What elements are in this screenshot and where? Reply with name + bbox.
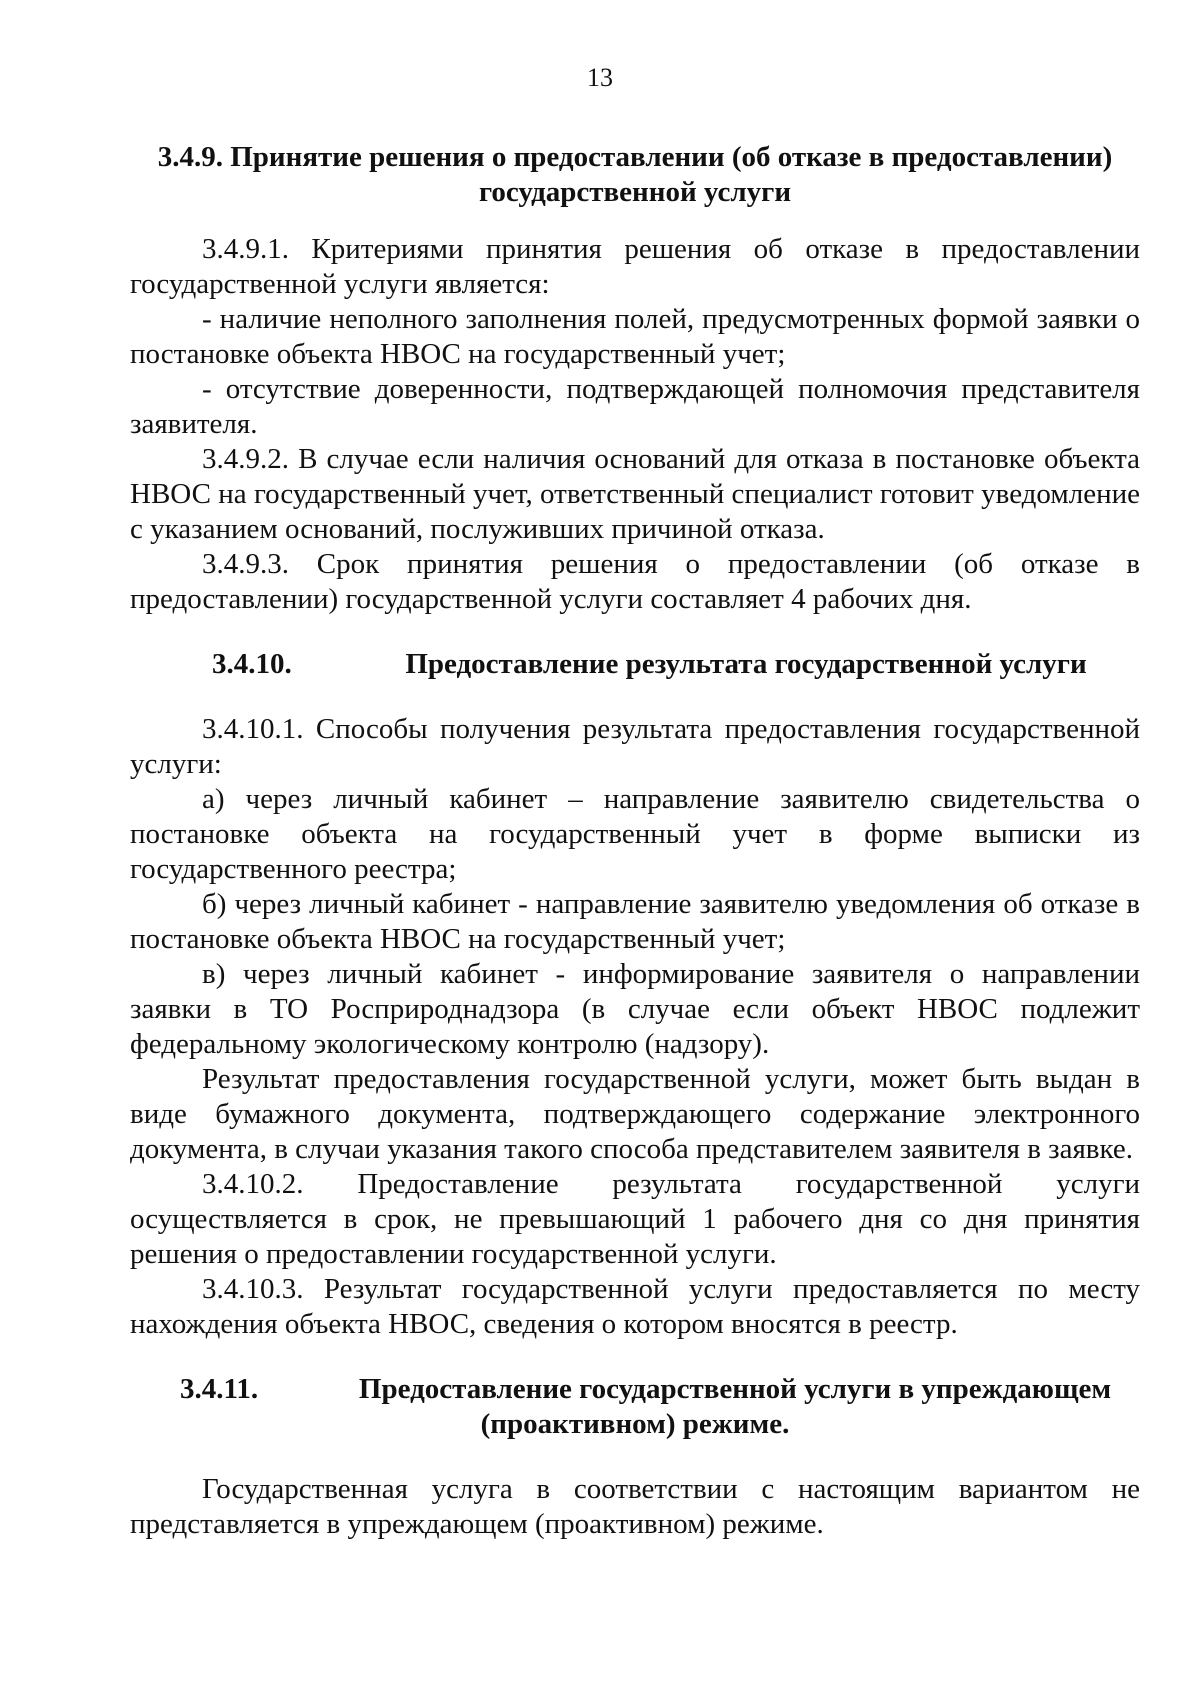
paragraph-3-4-11: Государственная услуга в соответствии с настоящим вариантом не представляется в упреждающем (проактивном) режиме. bbox=[130, 1473, 1140, 1540]
paragraph-3-4-9-3: 3.4.9.3. Срок принятия решения о предоставлении (об отказе в предоставлении) государственной услуги составляет 4 рабочих дня. bbox=[130, 548, 1140, 615]
spacer bbox=[130, 210, 1140, 232]
paragraph-3-4-10-1: 3.4.10.1. Способы получения результата предоставления государственной услуги: bbox=[130, 713, 1140, 780]
section-3-4-9-title-line2: государственной услуги bbox=[478, 176, 792, 208]
page-number: 13 bbox=[587, 63, 613, 92]
spacer bbox=[130, 1342, 1140, 1372]
section-3-4-10-heading bbox=[130, 647, 1140, 682]
document-body bbox=[130, 140, 1140, 1542]
section-3-4-11-number: 3.4.11. bbox=[180, 1373, 259, 1405]
section-3-4-11-title-line2: (проактивном) режиме. bbox=[480, 1408, 790, 1440]
list-item-no-power-of-attorney: - отсутствие доверенности, подтверждающей полномочия представителя заявителя. bbox=[130, 373, 1140, 440]
spacer bbox=[130, 617, 1140, 647]
paragraph-3-4-10-3: 3.4.10.3. Результат государственной услуги предоставляется по месту нахождения объекта НВОС, сведения о котором вносятся в реестр. bbox=[130, 1273, 1140, 1340]
section-3-4-10-title: Предоставление результата государственной услуги bbox=[405, 648, 1087, 680]
paragraph-result: Результат предоставления государственной услуги, может быть выдан в виде бумажного документа, подтверждающего содержание электронного документа, в случаи указания такого способа представителем заявителя в заявке. bbox=[130, 1063, 1140, 1165]
paragraph-3-4-9-1: 3.4.9.1. Критериями принятия решения об отказе в предоставлении государственной услуги является: bbox=[130, 233, 1140, 300]
spacer bbox=[130, 1442, 1140, 1472]
paragraph-3-4-10-2: 3.4.10.2. Предоставление результата государственной услуги осуществляется в срок, не превышающий 1 рабочего дня со дня принятия решения о предоставлении государственной услуги. bbox=[130, 1168, 1140, 1270]
section-3-4-11-title-line1: Предоставление государственной услуги в упреждающем bbox=[358, 1373, 1112, 1405]
spacer bbox=[130, 682, 1140, 712]
list-item-c: в) через личный кабинет - информирование заявителя о направлении заявки в ТО Росприроднадзора (в случае если объект НВОС подлежит федеральному экологическому контролю (надзору). bbox=[130, 958, 1140, 1060]
section-3-4-11-heading bbox=[130, 1372, 1140, 1407]
section-3-4-9-title-line1: 3.4.9. Принятие решения о предоставлении (об отказе в предоставлении) bbox=[157, 141, 1113, 173]
list-item-a: а) через личный кабинет – направление заявителю свидетельства о постановке объекта на государственный учет в форме выписки из государственного реестра; bbox=[130, 783, 1140, 885]
list-item-b: б) через личный кабинет - направление заявителю уведомления об отказе в постановке объекта НВОС на государственный учет; bbox=[130, 888, 1140, 955]
list-item-incomplete-fields: - наличие неполного заполнения полей, предусмотренных формой заявки о постановке объекта НВОС на государственный учет; bbox=[130, 303, 1140, 370]
paragraph-3-4-9-2: 3.4.9.2. В случае если наличия оснований для отказа в постановке объекта НВОС на государственный учет, ответственный специалист готовит уведомление с указанием оснований, послуживших причиной отказа. bbox=[130, 443, 1140, 545]
section-3-4-10-number: 3.4.10. bbox=[212, 648, 292, 680]
